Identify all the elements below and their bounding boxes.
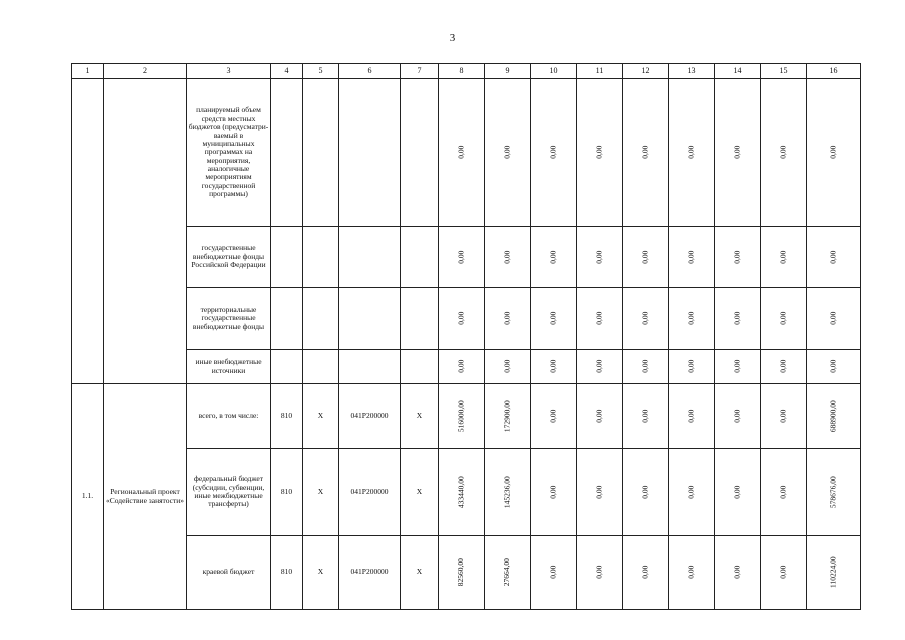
header-row (72, 64, 861, 79)
empty-cell (303, 227, 339, 288)
x-cell: Х (401, 384, 439, 449)
value-cell: 0,00 (531, 384, 577, 449)
value-cell: 0,00 (623, 536, 669, 610)
value-cell: 0,00 (715, 288, 761, 350)
table-row (72, 288, 861, 350)
value-cell: 0,00 (807, 350, 861, 384)
empty-cell (401, 227, 439, 288)
x-cell: Х (401, 536, 439, 610)
kbk-cell: 041P200000 (339, 449, 401, 536)
value-cell: 0,00 (669, 449, 715, 536)
value-cell: 0,00 (761, 449, 807, 536)
value-cell: 0,00 (439, 350, 485, 384)
value-cell: 516000,00 (439, 384, 485, 449)
empty-cell (271, 288, 303, 350)
value-cell: 0,00 (485, 79, 531, 227)
code-cell: 810 (271, 449, 303, 536)
source-label: иные внебюджетные источники (187, 350, 271, 384)
value-cell: 145236,00 (485, 449, 531, 536)
table-row (72, 384, 861, 449)
value-cell: 0,00 (439, 227, 485, 288)
empty-cell (72, 79, 104, 384)
x-cell: Х (401, 449, 439, 536)
value-cell: 688900,00 (807, 384, 861, 449)
value-cell: 0,00 (485, 288, 531, 350)
value-cell: 0,00 (531, 536, 577, 610)
header-cell: 6 (339, 64, 401, 79)
table-row (72, 79, 861, 227)
value-cell: 0,00 (531, 449, 577, 536)
kbk-cell: 041P200000 (339, 536, 401, 610)
value-cell: 82560,00 (439, 536, 485, 610)
empty-cell (339, 79, 401, 227)
x-cell: Х (303, 536, 339, 610)
value-cell: 0,00 (715, 384, 761, 449)
value-cell: 0,00 (577, 288, 623, 350)
empty-cell (339, 288, 401, 350)
value-cell: 110224,00 (807, 536, 861, 610)
value-cell: 0,00 (715, 79, 761, 227)
header-cell: 11 (577, 64, 623, 79)
empty-cell (303, 79, 339, 227)
header-cell: 13 (669, 64, 715, 79)
empty-cell (303, 288, 339, 350)
header-cell: 14 (715, 64, 761, 79)
value-cell: 0,00 (715, 536, 761, 610)
empty-cell (271, 79, 303, 227)
header-cell: 8 (439, 64, 485, 79)
value-cell: 0,00 (439, 79, 485, 227)
value-cell: 0,00 (807, 227, 861, 288)
source-label: планируемый объем средств местных бюджетов (предусматри-ваемый в муниципальных программах на мероприятия, аналогичные мероприятиям государственной программы) (187, 79, 271, 227)
value-cell: 0,00 (669, 350, 715, 384)
kbk-cell: 041P200000 (339, 384, 401, 449)
value-cell: 0,00 (439, 288, 485, 350)
value-cell: 0,00 (485, 227, 531, 288)
value-cell: 0,00 (531, 79, 577, 227)
value-cell: 0,00 (577, 227, 623, 288)
value-cell: 27664,00 (485, 536, 531, 610)
value-cell: 0,00 (531, 288, 577, 350)
x-cell: Х (303, 449, 339, 536)
value-cell: 0,00 (761, 350, 807, 384)
value-cell: 578676,00 (807, 449, 861, 536)
table-row (72, 350, 861, 384)
table-row (72, 536, 861, 610)
header-cell: 5 (303, 64, 339, 79)
budget-table (71, 63, 861, 610)
source-label: федеральный бюджет (субсидии, субвенции, иные межбюджетные трансферты) (187, 449, 271, 536)
value-cell: 0,00 (715, 227, 761, 288)
value-cell: 0,00 (485, 350, 531, 384)
value-cell: 0,00 (761, 288, 807, 350)
source-label: государственные внебюджетные фонды Российской Федерации (187, 227, 271, 288)
value-cell: 0,00 (807, 79, 861, 227)
header-cell: 1 (72, 64, 104, 79)
code-cell: 810 (271, 384, 303, 449)
empty-cell (271, 227, 303, 288)
value-cell: 0,00 (623, 449, 669, 536)
value-cell: 0,00 (715, 350, 761, 384)
header-cell: 7 (401, 64, 439, 79)
value-cell: 433440,00 (439, 449, 485, 536)
value-cell: 0,00 (577, 449, 623, 536)
value-cell: 0,00 (623, 384, 669, 449)
value-cell: 0,00 (669, 536, 715, 610)
source-label: территориальные государственные внебюджетные фонды (187, 288, 271, 350)
value-cell: 0,00 (577, 350, 623, 384)
header-cell: 3 (187, 64, 271, 79)
page-number: 3 (449, 32, 456, 44)
project-name: Региональный проект «Содействие занятости» (104, 384, 187, 610)
table-row (72, 227, 861, 288)
header-cell: 15 (761, 64, 807, 79)
value-cell: 0,00 (577, 79, 623, 227)
header-cell: 12 (623, 64, 669, 79)
empty-cell (339, 227, 401, 288)
project-number: 1.1. (72, 384, 104, 610)
value-cell: 0,00 (623, 79, 669, 227)
value-cell: 0,00 (669, 227, 715, 288)
empty-cell (104, 79, 187, 384)
source-label: краевой бюджет (187, 536, 271, 610)
value-cell: 0,00 (623, 227, 669, 288)
header-cell: 9 (485, 64, 531, 79)
value-cell: 0,00 (531, 350, 577, 384)
value-cell: 172900,00 (485, 384, 531, 449)
empty-cell (401, 350, 439, 384)
value-cell: 0,00 (623, 350, 669, 384)
value-cell: 0,00 (761, 536, 807, 610)
table-row (72, 449, 861, 536)
empty-cell (401, 288, 439, 350)
header-cell: 4 (271, 64, 303, 79)
value-cell: 0,00 (531, 227, 577, 288)
code-cell: 810 (271, 536, 303, 610)
empty-cell (271, 350, 303, 384)
empty-cell (303, 350, 339, 384)
value-cell: 0,00 (577, 384, 623, 449)
value-cell: 0,00 (577, 536, 623, 610)
value-cell: 0,00 (761, 227, 807, 288)
value-cell: 0,00 (669, 384, 715, 449)
value-cell: 0,00 (761, 384, 807, 449)
value-cell: 0,00 (807, 288, 861, 350)
header-cell: 16 (807, 64, 861, 79)
value-cell: 0,00 (715, 449, 761, 536)
empty-cell (339, 350, 401, 384)
empty-cell (401, 79, 439, 227)
value-cell: 0,00 (669, 79, 715, 227)
header-cell: 10 (531, 64, 577, 79)
value-cell: 0,00 (669, 288, 715, 350)
x-cell: Х (303, 384, 339, 449)
header-cell: 2 (104, 64, 187, 79)
value-cell: 0,00 (623, 288, 669, 350)
source-label: всего, в том числе: (187, 384, 271, 449)
value-cell: 0,00 (761, 79, 807, 227)
